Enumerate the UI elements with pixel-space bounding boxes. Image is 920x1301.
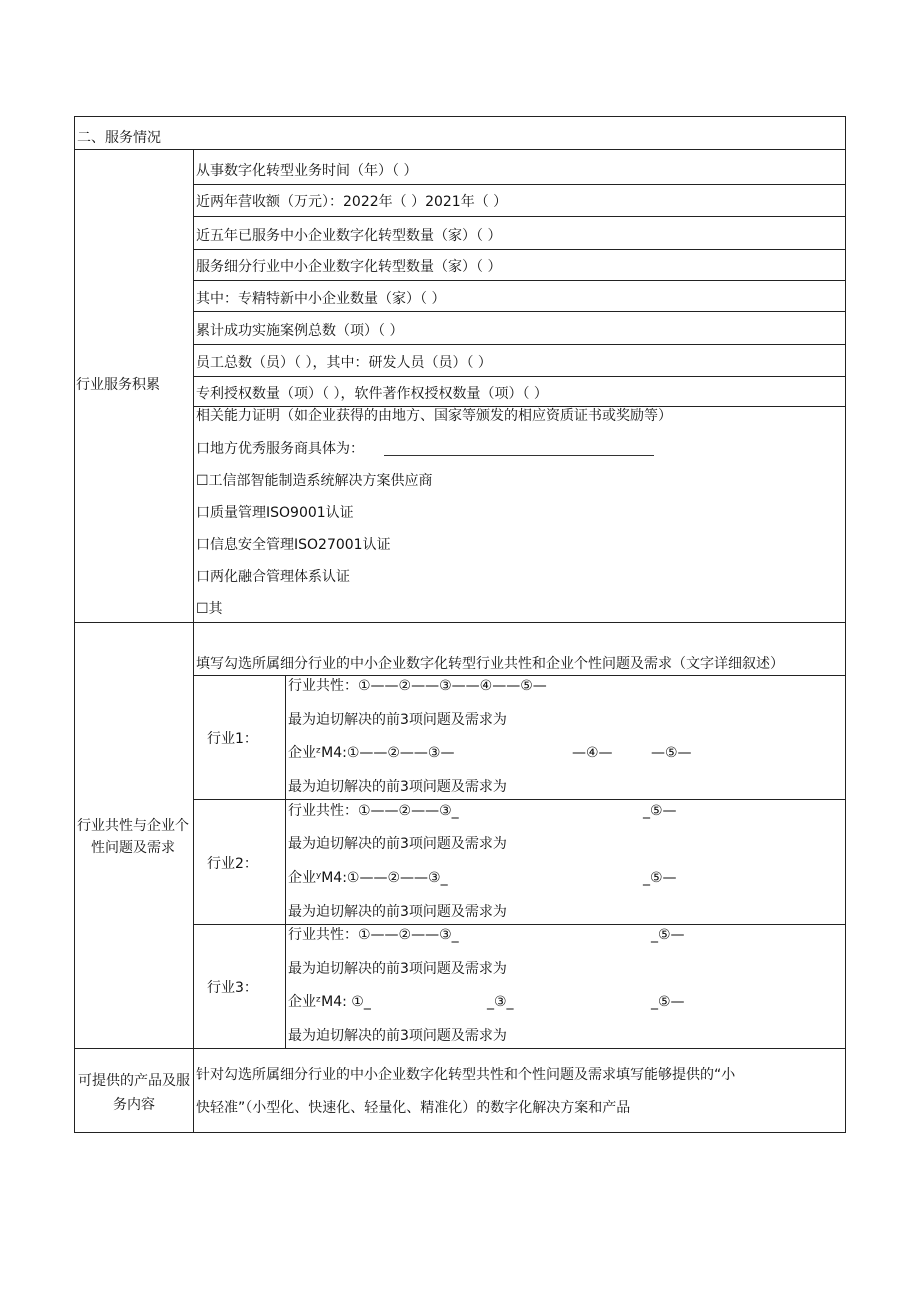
industry-1-common-urgent: 最为迫切解决的前3项问题及需求为: [288, 712, 507, 728]
section-title: 二、服务情况: [77, 130, 161, 146]
industry-2-enterprise[interactable]: 企业ʸM4:①——②——③_: [288, 870, 448, 886]
cert-other-checkbox[interactable]: ☐其: [196, 601, 223, 617]
certification-heading: 相关能力证明（如企业获得的由地方、国家等颁发的相应资质证书或奖励等）: [196, 408, 672, 424]
needs-intro: 填写勾选所属细分行业的中小企业数字化转型行业共性和企业个性问题及需求（文字详细叙述）: [196, 656, 784, 672]
industry-accumulation-label: 行业服务积累: [76, 377, 160, 393]
industry-2-common[interactable]: 行业共性：①——②——③_: [288, 803, 459, 819]
specialized-sme-count-field[interactable]: 其中：专精特新中小企业数量（家）（ ）: [196, 291, 446, 307]
row-divider: [74, 149, 846, 150]
fill-in-line[interactable]: [384, 455, 654, 456]
industry-1-enterprise-urgent: 最为迫切解决的前3项问题及需求为: [288, 779, 507, 795]
industry-2-common-urgent: 最为迫切解决的前3项问题及需求为: [288, 836, 507, 852]
industry-1-enterprise-item-5[interactable]: —⑤—: [651, 745, 692, 761]
segment-sme-count-field[interactable]: 服务细分行业中小企业数字化转型数量（家）（ ）: [196, 259, 502, 275]
industry-2-enterprise-urgent: 最为迫切解决的前3项问题及需求为: [288, 904, 507, 920]
row-divider: [193, 376, 846, 377]
industry-2-enterprise-item-5[interactable]: _⑤—: [643, 870, 677, 886]
industry-1-label: 行业1：: [207, 731, 258, 747]
row-divider: [193, 280, 846, 281]
industry-3-common-urgent: 最为迫切解决的前3项问题及需求为: [288, 961, 507, 977]
row-divider: [193, 675, 846, 676]
industry-3-label: 行业3：: [207, 980, 258, 996]
row-divider: [193, 799, 846, 800]
row-divider: [193, 184, 846, 185]
cert-iso9001-checkbox[interactable]: 口质量管理ISO9001认证: [196, 505, 354, 521]
industry-2-label: 行业2：: [207, 856, 258, 872]
industry-3-enterprise-urgent: 最为迫切解决的前3项问题及需求为: [288, 1028, 507, 1044]
cert-iso27001-checkbox[interactable]: 口信息安全管理ISO27001认证: [196, 537, 391, 553]
row-divider: [193, 311, 846, 312]
cert-integration-checkbox[interactable]: 口两化融合管理体系认证: [196, 569, 350, 585]
products-description-line-2[interactable]: 快轻准”（小型化、快速化、轻量化、精准化）的数字化解决方案和产品: [196, 1100, 631, 1116]
industry-3-enterprise-item-3[interactable]: _③_: [487, 994, 514, 1010]
staff-count-field[interactable]: 员工总数（员）（ ），其中：研发人员（员）（ ）: [196, 355, 492, 371]
served-sme-count-field[interactable]: 近五年已服务中小企业数字化转型数量（家）（ ）: [196, 228, 502, 244]
section-divider: [74, 1048, 846, 1049]
needs-label: 行业共性与企业个性问题及需求: [77, 818, 189, 856]
products-label: 可提供的产品及服务内容: [78, 1073, 190, 1113]
industry-3-common-item-5[interactable]: _⑤—: [651, 927, 685, 943]
industry-3-common[interactable]: 行业共性：①——②——③_: [288, 927, 459, 943]
column-divider: [193, 149, 194, 1133]
row-divider: [193, 249, 846, 250]
row-divider: [193, 216, 846, 217]
row-divider: [193, 344, 846, 345]
cert-local-provider-checkbox[interactable]: 口地方优秀服务商具体为：: [196, 441, 364, 457]
products-description-line-1[interactable]: 针对勾选所属细分行业的中小企业数字化转型共性和个性问题及需求填写能够提供的“小: [196, 1067, 736, 1083]
column-divider: [285, 675, 286, 1048]
case-count-field[interactable]: 累计成功实施案例总数（项）（ ）: [196, 323, 404, 339]
row-divider: [193, 924, 846, 925]
industry-3-enterprise[interactable]: 企业ᶻM4: ①_: [288, 994, 371, 1010]
industry-1-enterprise[interactable]: 企业ᶻM4:①——②——③—: [288, 745, 455, 761]
business-years-field[interactable]: 从事数字化转型业务时间（年）（ ）: [196, 163, 418, 179]
revenue-field[interactable]: 近两年营收额（万元）：2022年（ ）2021年（ ）: [196, 194, 508, 210]
section-divider: [74, 622, 846, 623]
industry-1-common[interactable]: 行业共性：①——②——③——④——⑤—: [288, 678, 547, 694]
industry-1-enterprise-item-4[interactable]: —④—: [572, 745, 613, 761]
industry-3-enterprise-item-5[interactable]: _⑤—: [651, 994, 685, 1010]
cert-miit-checkbox[interactable]: ☐工信部智能制造系统解决方案供应商: [196, 473, 433, 489]
patent-count-field[interactable]: 专利授权数量（项）（ ），软件著作权授权数量（项）（ ）: [196, 386, 548, 402]
industry-2-common-item-5[interactable]: _⑤—: [643, 803, 677, 819]
